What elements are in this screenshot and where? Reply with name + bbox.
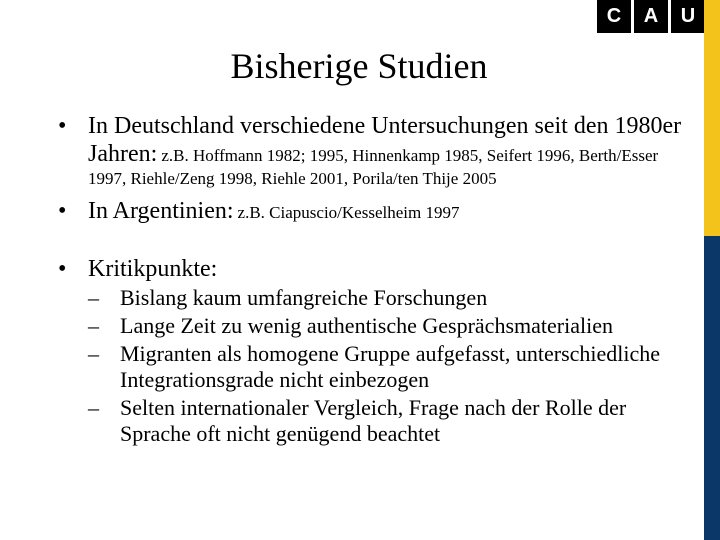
bullet-germany-detail: z.B. Hoffmann 1982; 1995, Hinnenkamp 1985, Seifert 1996, Berth/Esser 1997, Riehle/Zeng 1998, Riehle 2001, Porila/ten Thije 2005 [88, 146, 659, 188]
blue-side-stripe [704, 236, 720, 540]
sub-item [88, 285, 696, 311]
sub-item-text: Bislang kaum umfangreiche Forschungen [120, 285, 488, 310]
bullet-argentina [56, 197, 696, 225]
gold-side-stripe [704, 0, 720, 236]
bullet-marker: • [58, 198, 67, 224]
bullet-argentina-main: In Argentinien: [88, 198, 234, 224]
bullet-germany [56, 112, 696, 190]
sub-item [88, 395, 696, 447]
sub-item [88, 341, 696, 393]
sub-item-text: Selten internationaler Vergleich, Frage nach der Rolle der Sprache oft nicht genügend beachtet [120, 395, 627, 446]
dash-marker: – [88, 313, 99, 338]
slide-title: Bisherige Studien [230, 46, 488, 86]
bullet-criticism-main: Kritikpunkte: [88, 256, 218, 282]
logo-letter-c: C [606, 5, 622, 27]
sub-item [88, 313, 696, 339]
cau-logo [597, 0, 705, 33]
bullet-criticism [56, 255, 696, 447]
bullet-marker: • [58, 113, 67, 139]
dash-marker: – [88, 285, 99, 310]
slide-content [56, 112, 696, 447]
dash-marker: – [88, 341, 99, 366]
sub-item-text: Lange Zeit zu wenig authentische Gesprächsmaterialien [120, 313, 613, 338]
bullet-marker: • [58, 256, 67, 282]
sub-item-text: Migranten als homogene Gruppe aufgefasst, unterschiedliche Integrationsgrade nicht einbezogen [120, 341, 661, 392]
bullet-argentina-detail: z.B. Ciapuscio/Kesselheim 1997 [237, 203, 460, 222]
dash-marker: – [88, 395, 99, 420]
logo-letter-u: U [680, 5, 696, 27]
logo-letter-a: A [643, 5, 659, 27]
bullet-germany-main: In Deutschland verschiedene Untersuchungen seit den 1980er Jahren: [88, 113, 682, 167]
